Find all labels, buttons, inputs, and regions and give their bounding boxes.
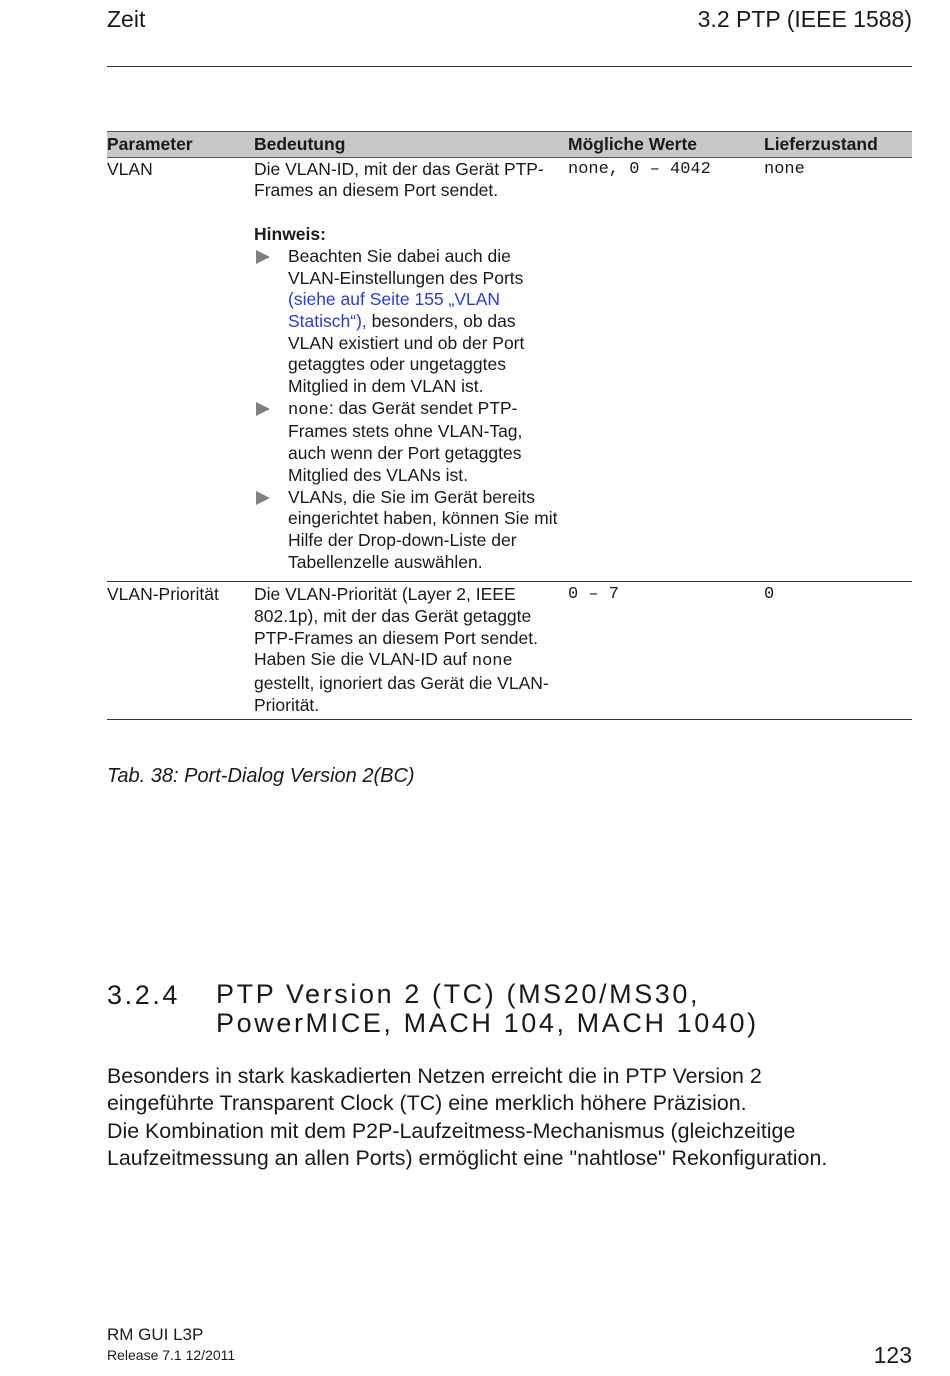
code-none: none	[288, 400, 329, 420]
note-text: Haben Sie die VLAN-ID auf	[254, 649, 472, 670]
column-header-default: Lieferzustand	[764, 132, 912, 158]
body-line: Die Kombination mit dem P2P-Laufzeitmess-Mechanismus (gleichzeitige	[107, 1118, 796, 1143]
hint-title: Hinweis:	[254, 224, 326, 245]
running-header-chapter: Zeit	[107, 6, 146, 32]
priority-note	[254, 649, 568, 716]
column-header-parameter: Parameter	[107, 132, 254, 158]
bullet-text: Beachten Sie dabei auch die VLAN-Einstellungen des Ports	[288, 245, 524, 288]
code-none: none	[471, 652, 513, 672]
triangle-bullet-icon	[256, 491, 270, 505]
hint-bullet	[254, 398, 568, 487]
priority-param: VLAN-Priorität	[107, 582, 254, 719]
parameter-table	[107, 131, 912, 720]
page-reference-link[interactable]: (siehe auf Seite 155 „VLAN Statisch“),	[288, 289, 501, 331]
priority-default: 0	[764, 582, 912, 719]
priority-values: 0 – 7	[568, 582, 764, 719]
triangle-bullet-icon	[256, 250, 270, 264]
section-title	[216, 980, 856, 1038]
vlan-param: VLAN	[107, 158, 153, 179]
triangle-bullet-icon	[256, 402, 270, 416]
section-number: 3.2.4	[107, 980, 181, 1010]
footer-document-name: RM GUI L3P	[107, 1325, 204, 1344]
table-row	[107, 157, 912, 582]
section-title-line: PTP Version 2 (TC) (MS20/MS30,	[216, 979, 701, 1009]
vlan-meaning-cell	[254, 157, 568, 582]
bullet-text: : das Gerät sendet PTP-Frames stets ohne VLAN-Tag, auch wenn der Port getaggtes Mitglied des VLANs ist.	[288, 397, 523, 485]
vlan-default: none	[764, 159, 805, 179]
body-line: Besonders in stark kaskadierten Netzen erreicht die in PTP Version 2	[107, 1064, 762, 1088]
body-line: eingeführte Transparent Clock (TC) eine merklich höhere Präzision.	[107, 1091, 747, 1116]
note-text: gestellt, ignoriert das Gerät die VLAN-Priorität.	[254, 673, 549, 715]
column-header-values: Mögliche Werte	[568, 132, 764, 158]
table-header-row	[107, 132, 912, 158]
vlan-values: none, 0 – 4042	[568, 159, 711, 179]
section-title-line: PowerMICE, MACH 104, MACH 1040)	[216, 1008, 759, 1038]
hint-bullet	[254, 246, 568, 398]
body-line: Laufzeitmessung an allen Ports) ermöglicht eine "nahtlose" Rekonfiguration.	[107, 1145, 828, 1170]
vlan-meaning: Die VLAN-ID, mit der das Gerät PTP-Frames an diesem Port sendet.	[254, 158, 544, 201]
priority-meaning-cell	[254, 582, 568, 719]
page-number: 123	[873, 1342, 912, 1368]
footer-release: Release 7.1 12/2011	[107, 1347, 236, 1363]
header-rule	[107, 66, 912, 67]
body-paragraph	[107, 1063, 927, 1172]
bullet-text: besonders, ob das VLAN existiert und ob der Port getaggtes oder ungetaggtes Mitglied in dem VLAN ist.	[288, 310, 525, 397]
hint-bullet	[254, 487, 568, 574]
priority-meaning: Die VLAN-Priorität (Layer 2, IEEE 802.1p), mit der das Gerät getaggte PTP-Frames an diesem Port sendet.	[254, 584, 538, 648]
column-header-meaning: Bedeutung	[254, 132, 568, 158]
table-row	[107, 582, 912, 719]
bullet-text: VLANs, die Sie im Gerät bereits eingerichtet haben, können Sie mit Hilfe der Drop-down-Liste der Tabellenzelle auswählen.	[288, 486, 558, 572]
table-caption: Tab. 38: Port-Dialog Version 2(BC)	[107, 765, 415, 787]
running-header-section: 3.2 PTP (IEEE 1588)	[697, 6, 912, 32]
